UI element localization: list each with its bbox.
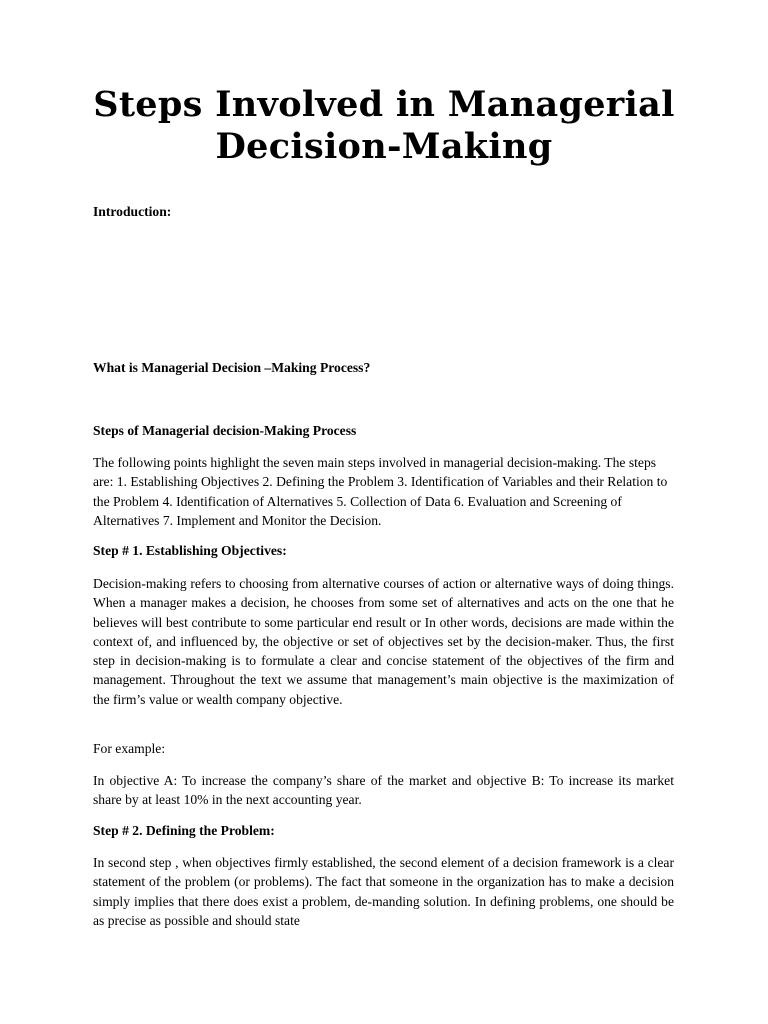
step2-heading: Step # 2. Defining the Problem: — [93, 823, 275, 838]
example-paragraph: In objective A: To increase the company’s share of the market and objective B: To increase its market share by at least 10% in the next accounting year. — [93, 773, 674, 808]
example-label: For example: — [93, 741, 166, 756]
steps-paragraph: The following points highlight the seven main steps involved in managerial decision-making. The steps are: 1. Establishing Objectives 2. Defining the Problem 3. Identification of Variables and their Relation to the Problem 4. Identification of Alternatives 5. Collection of Data 6. Evaluation and Screening of Alternatives 7. Implement and Monitor the Decision. — [93, 455, 668, 528]
step1-heading: Step # 1. Establishing Objectives: — [93, 543, 287, 558]
introduction-heading: Introduction: — [93, 204, 172, 219]
step1-paragraph: Decision-making refers to choosing from alternative courses of action or alternative ways of doing things. When a manager makes a decision, he chooses from some set of alternatives and acts on the one that he believes will best contribute to some particular end result or In other words, decisions are made within the context of, and influenced by, the objective or set of objectives set by the decision-maker. Thus, the first step in decision-making is to formulate a clear and concise statement of the objectives of the firm and management. Throughout the text we assume that management’s main objective is the maximization of the firm’s value or wealth company objective. — [93, 576, 674, 707]
page-title: Steps Involved in Managerial Decision-Making — [93, 84, 675, 167]
what-is-heading: What is Managerial Decision –Making Process? — [93, 360, 371, 375]
steps-heading: Steps of Managerial decision-Making Process — [93, 423, 357, 438]
step2-paragraph: In second step , when objectives firmly established, the second element of a decision framework is a clear statement of the problem (or problems). The fact that someone in the organization has to make a decision simply implies that there does exist a problem, de-manding solution. In defining problems, one should be as precise as possible and should state — [93, 855, 674, 928]
